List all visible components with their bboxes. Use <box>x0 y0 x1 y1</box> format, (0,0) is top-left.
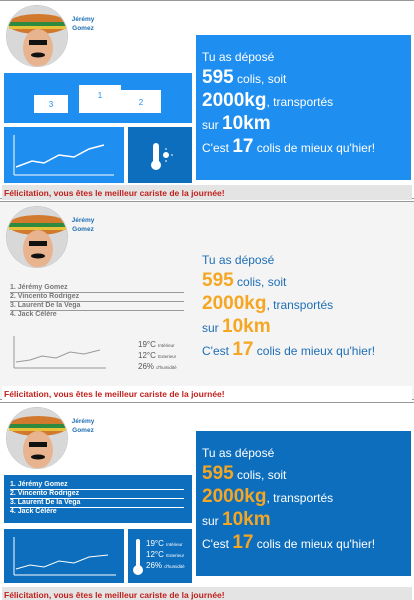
thermometer-icon <box>132 537 144 577</box>
ranking-panel <box>4 475 192 523</box>
dashboard-card-2 <box>0 201 414 400</box>
user-last-name: Gomez <box>72 427 94 434</box>
weather-panel <box>128 529 192 583</box>
user-first-name: Jérémy <box>71 217 95 224</box>
user-name <box>66 216 100 234</box>
trend-chart <box>4 529 124 583</box>
humidity: 26% <box>146 561 163 570</box>
congrats-message: Félicitation, vous êtes le meilleur cariste de la journée! <box>2 185 412 200</box>
ranking-item: 3. Laurent De la Vega <box>10 499 184 508</box>
distance-value: 10km <box>222 316 271 337</box>
ranking-item: 2. Vincento Rodrigez <box>10 490 184 499</box>
weight-value: 2000kg <box>202 90 267 111</box>
improvement-count: 17 <box>232 532 254 553</box>
trend-chart <box>10 332 110 372</box>
podium-second: 2 <box>121 90 161 113</box>
ranking-item: 2. Vincento Rodrigez <box>10 293 184 302</box>
temperature-readings: 19°C Intérieur 12°C Exterieur 26% d'humidité <box>138 340 177 371</box>
improvement-count: 17 <box>232 339 254 360</box>
user-name <box>66 15 100 33</box>
parcels-count: 595 <box>202 463 234 484</box>
improvement-count: 17 <box>232 136 254 157</box>
stats-panel: Tu as déposé 595 colis, soit 2000kg, transportés sur 10km C'est 17 colis de mieux qu'hier! <box>196 35 411 180</box>
user-first-name: Jérémy <box>71 16 95 23</box>
ranking-item: 4. Jack Célère <box>10 508 57 515</box>
congrats-message: Félicitation, vous êtes le meilleur cariste de la journée! <box>2 386 412 401</box>
temperature-readings: 19°C Intérieur 12°C Exterieur 26% d'humidité <box>146 539 185 570</box>
user-last-name: Gomez <box>72 25 94 32</box>
indoor-temp: 19°C <box>146 539 164 548</box>
avatar <box>6 407 68 469</box>
chart-panel <box>4 529 124 583</box>
weight-value: 2000kg <box>202 486 267 507</box>
ranking-item: 1. Jérémy Gomez <box>10 284 184 293</box>
congrats-message: Félicitation, vous êtes le meilleur cariste de la journée! <box>2 587 412 600</box>
stats-line-1: Tu as déposé <box>202 50 275 64</box>
outdoor-temp: 12°C <box>146 550 164 559</box>
stats-panel: Tu as déposé 595 colis, soit 2000kg, transportés sur 10km C'est 17 colis de mieux qu'hier! <box>196 431 411 576</box>
chart-panel <box>4 127 124 183</box>
dashboard-card-1 <box>0 0 414 199</box>
podium-third: 3 <box>34 95 68 113</box>
distance-value: 10km <box>222 113 271 134</box>
indoor-temp: 19°C <box>138 340 156 349</box>
avatar <box>6 5 68 67</box>
humidity: 26% <box>138 362 155 371</box>
avatar <box>6 206 68 268</box>
parcels-count: 595 <box>202 270 234 291</box>
weight-value: 2000kg <box>202 293 267 314</box>
ranking-list <box>10 481 184 517</box>
dashboard-card-3 <box>0 402 414 600</box>
parcels-count: 595 <box>202 67 234 88</box>
sun-thermometer-icon <box>128 127 192 183</box>
trend-chart <box>4 127 124 183</box>
user-last-name: Gomez <box>72 226 94 233</box>
ranking-list <box>10 284 184 320</box>
outdoor-temp: 12°C <box>138 351 156 360</box>
ranking-item: 3. Laurent De la Vega <box>10 302 184 311</box>
weather-panel <box>128 127 192 183</box>
podium-panel <box>4 73 192 123</box>
user-name <box>66 417 100 435</box>
user-first-name: Jérémy <box>71 418 95 425</box>
podium-first: 1 <box>79 85 121 113</box>
distance-value: 10km <box>222 509 271 530</box>
ranking-item: 4. Jack Célère <box>10 311 57 318</box>
stats-panel: Tu as déposé 595 colis, soit 2000kg, transportés sur 10km C'est 17 colis de mieux qu'hier! <box>196 238 411 383</box>
ranking-item: 1. Jérémy Gomez <box>10 481 184 490</box>
